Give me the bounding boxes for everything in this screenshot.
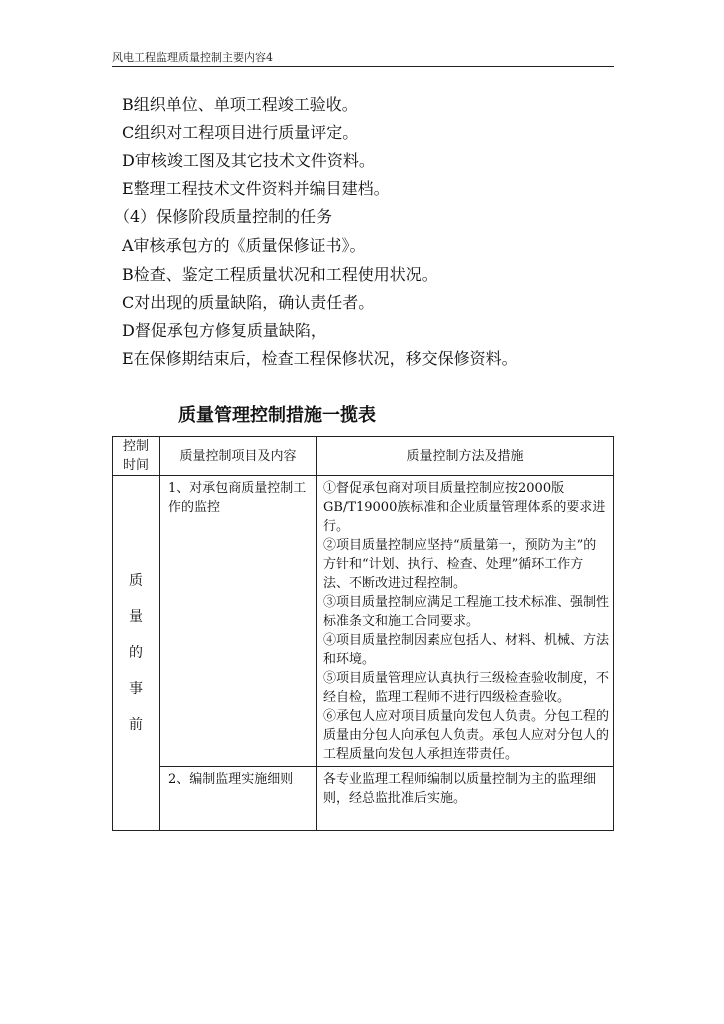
body-line: D审核竣工图及其它技术文件资料。 bbox=[122, 151, 375, 170]
stage-char: 前 bbox=[129, 717, 143, 733]
header-time-line: 控制 bbox=[122, 439, 149, 454]
header-time-line: 时间 bbox=[122, 458, 149, 473]
table-row bbox=[113, 476, 614, 767]
body-line: C组织对工程项目进行质量评定。 bbox=[122, 123, 359, 142]
stage-cell bbox=[113, 476, 160, 831]
table-title: 质量管理控制措施一揽表 bbox=[178, 405, 376, 426]
method-paragraph: ⑥承包人应对项目质量向发包人负责。分包工程的质量由分包人向承包人负责。承包人应对分包人的工程质量向发包人承担连带责任。 bbox=[323, 709, 610, 762]
item-cell: 1、对承包商质量控制工作的监控 bbox=[160, 476, 317, 767]
body-line: B检查、鉴定工程质量状况和工程使用状况。 bbox=[122, 265, 438, 284]
method-paragraph: 各专业监理工程师编制以质量控制为主的监理细则，经总监批准后实施。 bbox=[323, 772, 597, 806]
body-line: A审核承包方的《质量保修证书》。 bbox=[122, 236, 366, 255]
section-heading: （4）保修阶段质量控制的任务 bbox=[114, 207, 333, 226]
body-line: C对出现的质量缺陷，确认责任者。 bbox=[122, 293, 375, 312]
body-line: E在保修期结束后，检查工程保修状况，移交保修资料。 bbox=[122, 349, 518, 368]
body-line: D督促承包方修复质量缺陷， bbox=[122, 321, 327, 340]
method-paragraph: ④项目质量控制因素应包括人、材料、机械、方法和环境。 bbox=[323, 633, 610, 667]
stage-char: 质 bbox=[129, 573, 143, 589]
header-control-time bbox=[113, 437, 160, 476]
page-header-title: 风电工程监理质量控制主要内容4 bbox=[112, 51, 273, 64]
stage-char: 量 bbox=[129, 609, 143, 625]
quality-control-table bbox=[112, 436, 614, 831]
method-paragraph: ⑤项目质量管理应认真执行三级检查验收制度，不经自检，监理工程师不进行四级检查验收。 bbox=[323, 671, 610, 705]
body-line: B组织单位、单项工程竣工验收。 bbox=[122, 95, 358, 114]
table-header-row bbox=[113, 437, 614, 476]
item-cell: 2、编制监理实施细则 bbox=[160, 767, 317, 831]
method-cell bbox=[317, 767, 614, 831]
header-item: 质量控制项目及内容 bbox=[160, 437, 317, 476]
header-divider bbox=[112, 66, 614, 67]
method-paragraph: ②项目质量控制应坚持“质量第一，预防为主”的方针和“计划、执行、检查、处理”循环工作方法、不断改进过程控制。 bbox=[323, 538, 597, 591]
stage-char: 的 bbox=[129, 645, 143, 661]
table-row bbox=[113, 767, 614, 831]
method-paragraph: ③项目质量控制应满足工程施工技术标准、强制性标准条文和施工合同要求。 bbox=[323, 595, 610, 629]
stage-char: 事 bbox=[129, 681, 143, 697]
body-line: E整理工程技术文件资料并编目建档。 bbox=[122, 179, 390, 198]
method-cell bbox=[317, 476, 614, 767]
header-method: 质量控制方法及措施 bbox=[317, 437, 614, 476]
method-paragraph: ①督促承包商对项目质量控制应按2000版GB/T19000族标准和企业质量管理体系的要求进行。 bbox=[323, 481, 606, 534]
